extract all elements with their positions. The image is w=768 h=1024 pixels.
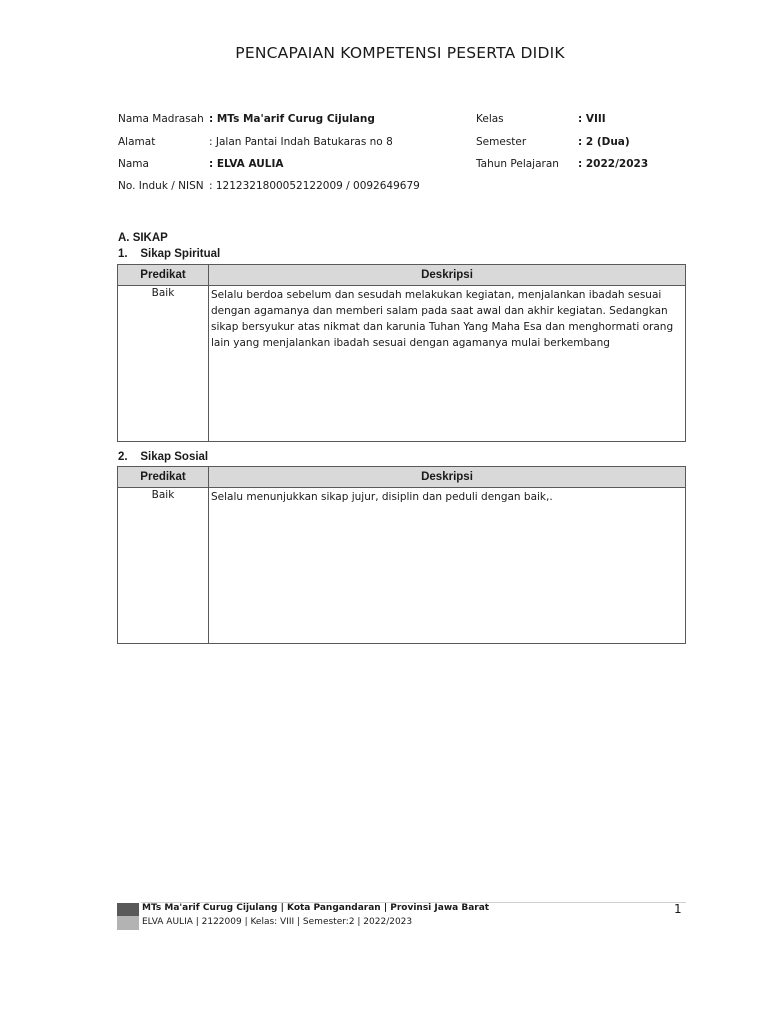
deskripsi-header: Deskripsi xyxy=(209,265,686,286)
predikat-cell: Baik xyxy=(118,286,209,442)
nama-madrasah-value: : MTs Ma'arif Curug Cijulang xyxy=(209,113,375,125)
nama-madrasah-label: Nama Madrasah xyxy=(118,113,204,125)
predikat-cell: Baik xyxy=(118,488,209,644)
sikap-sosial-heading: 2. Sikap Sosial xyxy=(118,451,209,463)
nama-label: Nama xyxy=(118,158,149,170)
page-footer xyxy=(117,902,686,930)
semester-value: : 2 (Dua) xyxy=(578,136,630,148)
deskripsi-header: Deskripsi xyxy=(209,467,686,488)
section-a-heading: A. SIKAP xyxy=(118,232,168,244)
alamat-label: Alamat xyxy=(118,136,156,148)
tahun-pelajaran-label: Tahun Pelajaran xyxy=(476,158,559,170)
footer-student-line: ELVA AULIA | 2122009 | Kelas: VIII | Semester:2 | 2022/2023 xyxy=(142,917,413,927)
alamat-value: : Jalan Pantai Indah Batukaras no 8 xyxy=(209,136,393,148)
footer-light-block xyxy=(117,916,139,930)
deskripsi-cell: Selalu berdoa sebelum dan sesudah melakukan kegiatan, menjalankan ibadah sesuai dengan agamanya dan memberi salam pada saat awal dan akhir kegiatan. Sedangkan sikap bersyukur atas nikmat dan karunia Tuhan Yang Maha Esa dan menghormati orang lain yang menjalankan ibadah sesuai dengan agamanya mulai berkembang xyxy=(209,286,686,442)
deskripsi-cell: Selalu menunjukkan sikap jujur, disiplin dan peduli dengan baik,. xyxy=(209,488,686,644)
page-number: 1 xyxy=(674,902,682,916)
footer-school-line: MTs Ma'arif Curug Cijulang | Kota Pangandaran | Provinsi Jawa Barat xyxy=(142,903,490,913)
sikap-spiritual-table xyxy=(117,264,686,442)
page-title: PENCAPAIAN KOMPETENSI PESERTA DIDIK xyxy=(235,44,565,62)
nisn-value: : 1212321800052122009 / 0092649679 xyxy=(209,180,420,192)
predikat-header: Predikat xyxy=(118,265,209,286)
footer-dark-block xyxy=(117,903,139,916)
sikap-sosial-table xyxy=(117,466,686,644)
table-header-row xyxy=(118,265,686,286)
table-row xyxy=(118,286,686,442)
predikat-header: Predikat xyxy=(118,467,209,488)
sikap-spiritual-heading: 1. Sikap Spiritual xyxy=(118,248,221,260)
semester-label: Semester xyxy=(476,136,527,148)
nisn-label: No. Induk / NISN xyxy=(118,180,204,192)
nama-value: : ELVA AULIA xyxy=(209,158,284,170)
kelas-label: Kelas xyxy=(476,113,504,125)
table-header-row xyxy=(118,467,686,488)
tahun-pelajaran-value: : 2022/2023 xyxy=(578,158,649,170)
table-row xyxy=(118,488,686,644)
kelas-value: : VIII xyxy=(578,113,606,125)
